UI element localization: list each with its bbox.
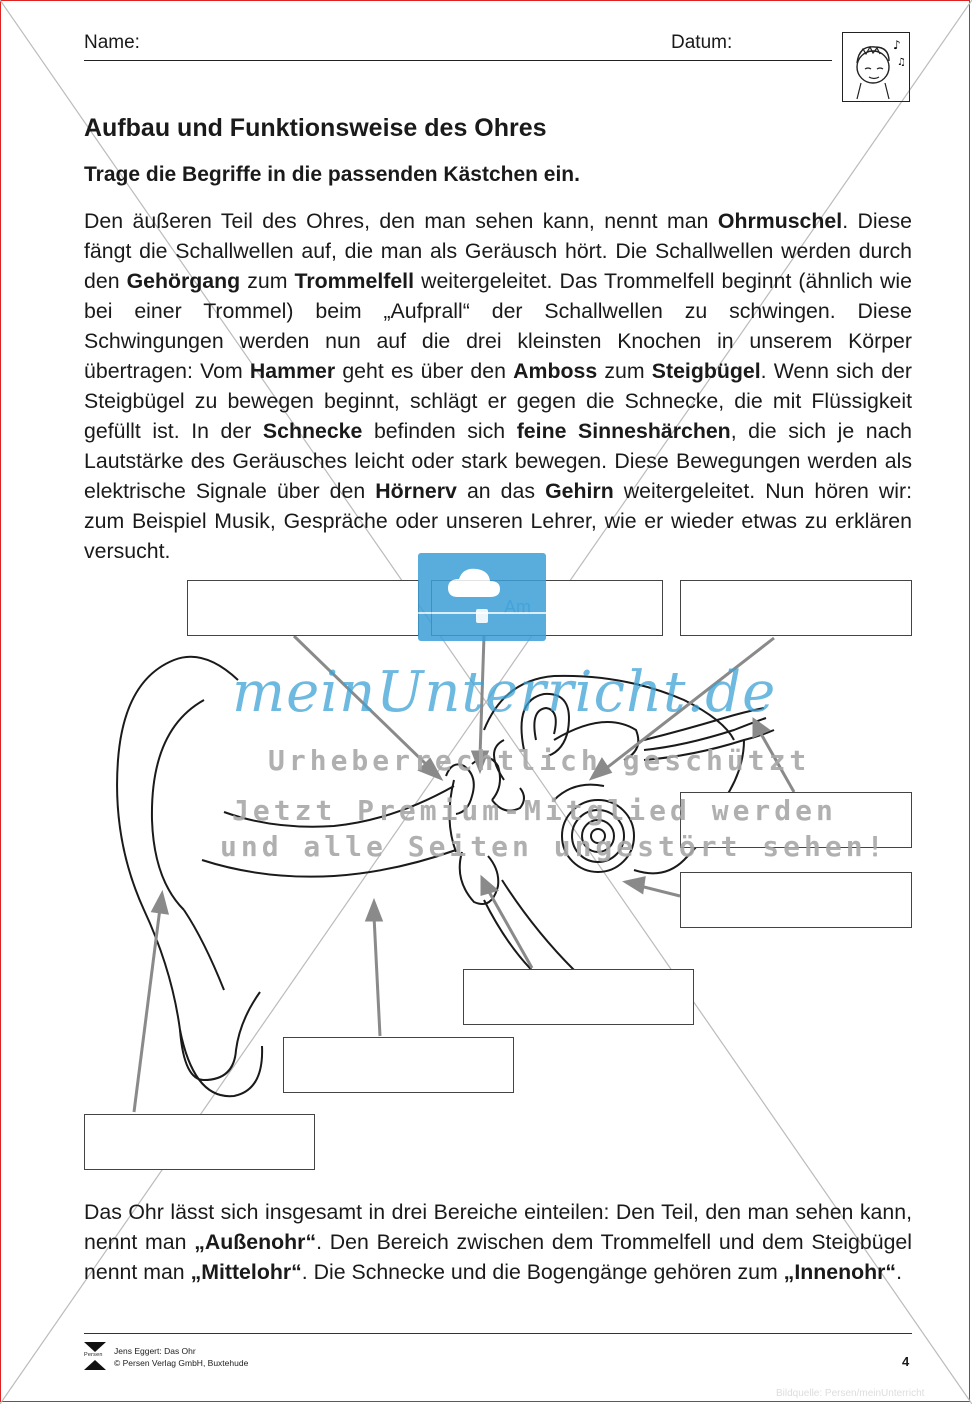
intro-paragraph: [84, 206, 912, 566]
paragraph2-segment: . Den Bereich zwischen dem Trommelfell und dem Steigbügel nennt man: [84, 1230, 912, 1284]
task-instruction: Trage die Begriffe in die passenden Kästchen ein.: [84, 163, 580, 186]
publisher-logo: [84, 1342, 106, 1370]
watermark-logo: meinUnterricht.de: [232, 660, 777, 725]
paragraph1-segment: feine Sinneshärchen: [516, 419, 731, 443]
paragraph2-segment: Das Ohr lässt sich insgesamt in drei Bereiche einteilen: Den Teil, den man sehen kann, nennt man: [84, 1200, 912, 1254]
paragraph1-segment: . Diese fängt die Schallwellen auf, die man als Geräusch hört. Die Schallwellen werden durch den: [84, 209, 912, 293]
paragraph1-segment: Den äußeren Teil des Ohres, den man sehen kann, nennt man: [84, 209, 718, 233]
paragraph1-segment: befinden sich: [362, 419, 517, 443]
watermark-line-3: und alle Seiten ungestört sehen!: [220, 830, 888, 863]
paragraph1-segment: Ohrmuschel: [717, 209, 843, 233]
paragraph1-segment: Trommelfell: [294, 269, 415, 293]
paragraph1-segment: Steigbügel: [651, 359, 761, 383]
paragraph1-segment: zum: [597, 359, 652, 383]
image-credit: Bildquelle: Persen/meinUnterricht: [776, 1388, 925, 1399]
answer-box-7[interactable]: [283, 1037, 514, 1093]
paragraph1-segment: , die sich je nach Lautstärke des Geräusches leicht oder stark bewegen. Diese Bewegungen werden als elektrische Signale über den: [84, 419, 912, 503]
watermark-line-2: Jetzt Premium-Mitglied werden: [232, 794, 837, 827]
svg-text:♫: ♫: [897, 57, 906, 68]
paragraph2-segment: .: [896, 1260, 902, 1284]
cloud-folder-icon: [418, 553, 546, 641]
paragraph2-segment: „Mittelohr“: [190, 1260, 302, 1284]
footer-copyright: © Persen Verlag GmbH, Buxtehude: [114, 1358, 249, 1368]
paragraph1-segment: Schnecke: [262, 419, 363, 443]
footer-author: Jens Eggert: Das Ohr: [114, 1346, 196, 1356]
paragraph1-segment: weitergeleitet. Das Trommelfell beginnt (ähnlich wie bei einer Trommel) beim „Aufprall“ der Schallwellen zu schwingen. Diese Schwingungen werden nun auf die drei kleinsten Knochen in unserem Körper übertragen: Vom: [84, 269, 912, 383]
answer-box-1[interactable]: [187, 580, 419, 636]
paragraph1-segment: Hammer: [249, 359, 336, 383]
answer-box-8[interactable]: [84, 1114, 315, 1170]
paragraph1-segment: zum: [240, 269, 295, 293]
answer-box-6[interactable]: [463, 969, 694, 1025]
header-rule: [84, 60, 832, 61]
page-title: Aufbau und Funktionsweise des Ohres: [84, 114, 547, 142]
paragraph1-segment: Hörnerv: [375, 479, 457, 503]
summary-paragraph: [84, 1197, 912, 1287]
listening-boy-icon: [842, 32, 910, 102]
paragraph2-segment: „Innenohr“: [783, 1260, 897, 1284]
paragraph1-segment: Gehirn: [545, 479, 614, 503]
svg-text:♪: ♪: [893, 38, 901, 52]
paragraph1-segment: geht es über den: [335, 359, 514, 383]
paragraph1-segment: weitergeleitet. Nun hören wir: zum Beispiel Musik, Gespräche oder unseren Lehrer, wie er wieder etwas zu erklären versucht.: [84, 479, 912, 563]
paragraph1-segment: an das: [456, 479, 546, 503]
date-label: Datum:: [671, 32, 733, 53]
answer-box-5[interactable]: [680, 872, 912, 928]
paragraph1-segment: Gehörgang: [126, 269, 241, 293]
publisher-logo-text: Persen: [84, 1352, 103, 1358]
watermark-line-1: Urheberrechtlich geschützt: [268, 744, 811, 777]
name-label: Name:: [84, 32, 140, 53]
answer-box-3[interactable]: [680, 580, 912, 636]
paragraph2-segment: „Außenohr“: [194, 1230, 317, 1254]
footer-rule: [84, 1333, 912, 1334]
paragraph1-segment: . Wenn sich der Steigbügel zu bewegen beginnt, schlägt er gegen die Schnecke, die mit Flüssigkeit gefüllt ist. In der: [84, 359, 912, 443]
paragraph2-segment: . Die Schnecke und die Bogengänge gehören zum: [301, 1260, 784, 1284]
paragraph1-segment: Amboss: [513, 359, 598, 383]
page-number: 4: [902, 1354, 910, 1369]
